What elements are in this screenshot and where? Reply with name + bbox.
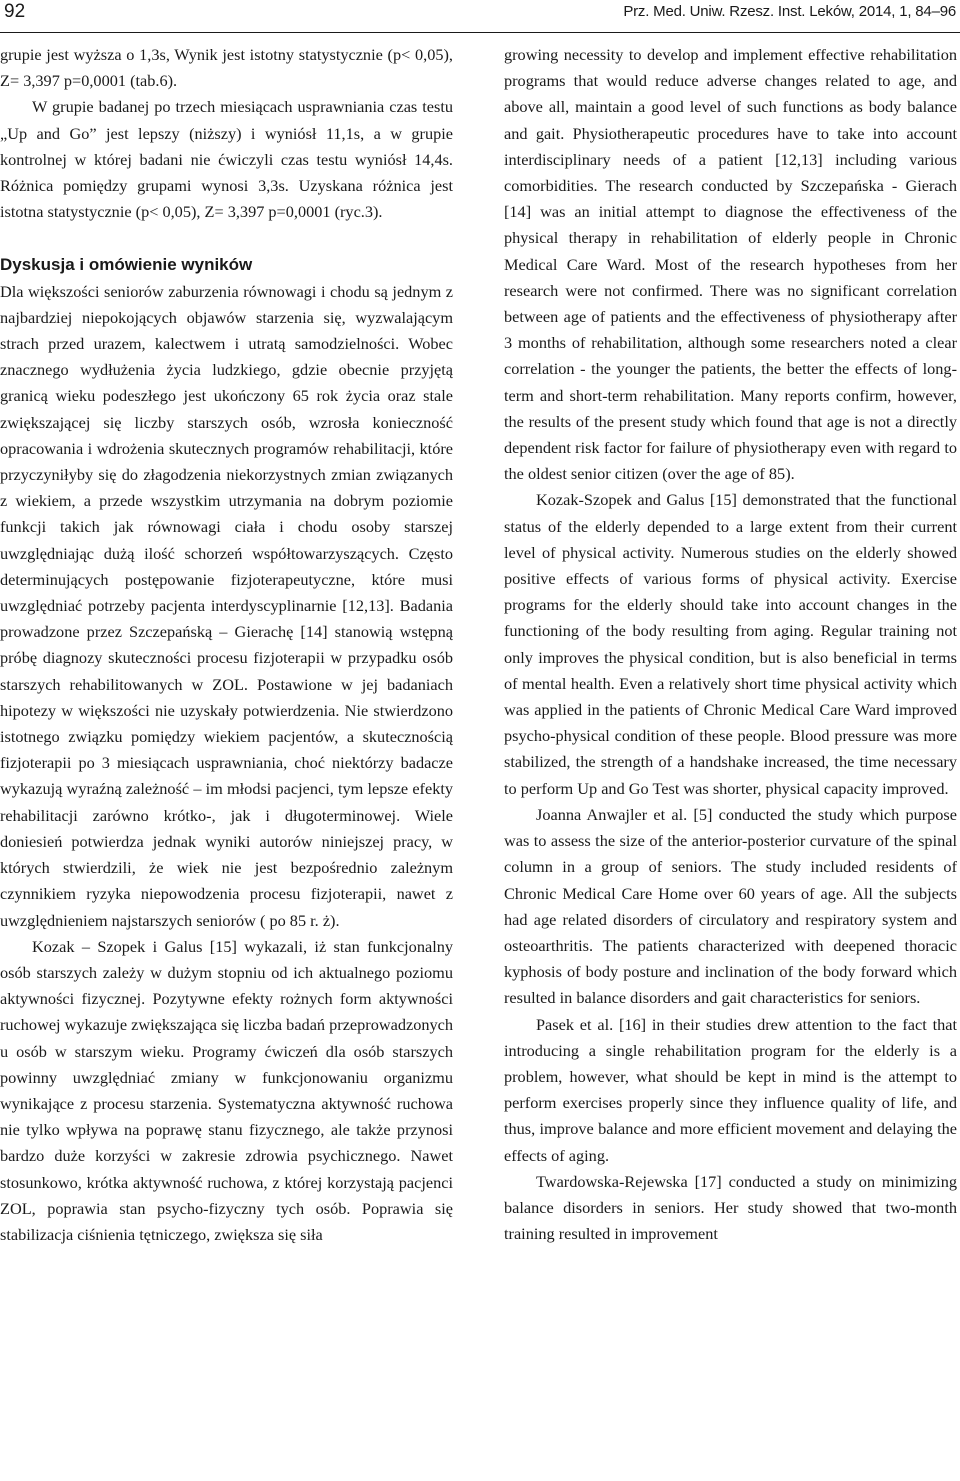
paragraph-anwajler: Joanna Anwajler et al. [5] conducted the study which purpose was to assess the size of the anterior-posterior curvature of the spinal column in a group of seniors. The study included residents of Chronic Medical Care Home over 60 years of age. All the subjects had age related disorders of circulatory and respiratory system and osteoarthritis. The patients characterized with deepened thoracic kyphosis of body posture and inclination of the body forward which resulted in balance disorders and gait characteristics for seniors. — [504, 804, 957, 1008]
paragraph-results: W grupie badanej po trzech miesiącach usprawniania czas testu „Up and Go” jest lepszy (niższy) i wyniósł 11,1s, a w grupie kontrolnej w której badani nie ćwiczyli czas testu wyniósł 14,4s. Różnica pomiędzy grupami wynosi 3,3s. Uzyskana różnica jest istotna statystycznie (p< 0,05), Z= 3,397 p=0,0001 (ryc.3). — [0, 97, 453, 222]
page-header — [0, 0, 960, 33]
paragraph-continuation: growing necessity to develop and implement effective rehabilitation programs that would reduce adverse changes related to age, and above all, maintain a good level of such functions as body balance and gait. Physiotherapeutic procedures have to take into account interdisciplinary needs of a patient [12,13] including various comorbidities. The research conducted by Szczepańska - Gierach [14] was an initial attempt to diagnose the effectiveness of the physical therapy in rehabilitation of elderly people in Chronic Medical Care Ward. Most of the research hypotheses from her research were not confirmed. There was no significant correlation between age of patients and the effectiveness of physiotherapy after 3 months of rehabilitation, although some researchers noted a clear correlation - the younger the patients, the better the effects of long-term and short-term rehabilitation. Many reports confirm, however, the results of the present study which found that age is not a directly dependent risk factor for failure of physiotherapy even with regard to the oldest senior citizen (over the age of 85). — [504, 45, 957, 484]
paragraph-kozak-szopek: Kozak-Szopek and Galus [15] demonstrated that the functional status of the elderly depended to a large extent from their current level of physical activity. Numerous studies on the elderly showed positive effects of various forms of physical activity. Exercise programs for the elderly should take into account changes in the functioning of the body resulting from aging. Regular training not only improves the physical condition, but is also beneficial in terms of mental health. Even a relatively short time physical activity which was applied in the patients of Chronic Medical Care Ward improved psycho-physical condition of these people. Blood pressure was more stabilized, the strength of a handshake increased, the time necessary to perform Up and Go Test was shorter, physical capacity improved. — [504, 490, 957, 798]
paragraph-discussion-1: Dla większości seniorów zaburzenia równowagi i chodu są jednym z najbardziej niepokojących objawów starzenia się, wyzwalającym strach przed urazem, kalectwem i utratą samodzielności. Wobec znacznego wydłużenia życia ludzkiego, gdzie obecnie przyjętą granicą wieku podeszłego jest ukończony 65 rok życia oraz stale zwiększającej się liczby starszych osób, wzrosła konieczność opracowania i wdrożenia skutecznych programów rehabilitacji, które przyczyniłyby się do złagodzenia niekorzystnych zmian związanych z wiekiem, a przede wszystkim utrzymania na dobrym poziomie funkcji takich jak równowagi ciała i chodu osoby starszej uwzględniając dużą ilość schorzeń współtowarzyszących. Często determinujących postępowanie fizjoterapeutyczne, które musi uwzględniać potrzeby pacjenta interdyscyplinarnie [12,13]. Badania prowadzone przez Szczepańską – Gierachę [14] stanowią wstępną próbę diagnozy skuteczności procesu fizjoterapii w przypadku osób starszych rehabilitowanych w ZOL. Postawione w jej badaniach hipotezy w większości nie uzyskały potwierdzenia. Nie stwierdzono istotnego związku pomiędzy wiekiem pacjentów, a skutecznością fizjoterapii po 3 miesiącach usprawniania, choć niektórzy badacze wykazują wyraźną zależność – im młodsi pacjenci, tym lepsze efekty rehabilitacji zarówno krótko-, jak i długoterminowej. Wiele doniesień potwierdza jednak wyniki autorów niniejszej pracy, w których stwierdzili, że wiek nie jest bezpośrednio zależnym czynnikiem ryzyka niepowodzenia procesu fizjoterapii, nawet z uwzględnieniem najstarszych seniorów ( po 85 r. ż). — [0, 281, 453, 930]
paragraph-continuation: grupie jest wyższa o 1,3s, Wynik jest istotny statystycznie (p< 0,05), Z= 3,397 p=0,0001 (tab.6). — [0, 45, 453, 91]
running-head: Prz. Med. Uniw. Rzesz. Inst. Leków, 2014, 1, 84–96 — [623, 3, 956, 20]
paragraph-discussion-2: Kozak – Szopek i Galus [15] wykazali, iż stan funkcjonalny osób starszych zależy w dużym stopniu od ich aktualnego poziomu aktywności fizycznej. Pozytywne efekty rożnych form aktywności ruchowej wykazuje zwiększająca się liczba badań przeprowadzonych u osób w starszym wieku. Programy ćwiczeń dla osób starszych powinny uwzględniać zmiany w funkcjonowaniu organizmu wynikające z procesu starzenia. Systematyczna aktywność ruchowa nie tylko wpływa na poprawę stanu fizycznego, ale także przynosi bardzo duże korzyści w zakresie zdrowia psychicznego. Nawet stosunkowo, krótka aktywność ruchowa, z której korzystają pacjenci ZOL, poprawia stan psycho-fizyczny tych osób. Poprawia się stabilizacja ciśnienia tętniczego, zwiększa się siła — [0, 936, 453, 1244]
paragraph-twardowska: Twardowska-Rejewska [17] conducted a study on minimizing balance disorders in seniors. Her study showed that two-month training resulted in improvement — [504, 1171, 957, 1244]
paragraph-pasek: Pasek et al. [16] in their studies drew attention to the fact that introducing a single rehabilitation program for the elderly is a problem, however, what should be kept in mind is the attempt to perform exercises properly since they influence quality of life, and thus, improve balance and more efficient movement and delaying the effects of aging. — [504, 1014, 957, 1165]
right-column-english — [504, 42, 957, 1478]
section-heading-discussion: Dyskusja i omówienie wyników — [0, 255, 253, 275]
page-number: 92 — [4, 1, 26, 22]
left-column-polish — [0, 42, 453, 1478]
